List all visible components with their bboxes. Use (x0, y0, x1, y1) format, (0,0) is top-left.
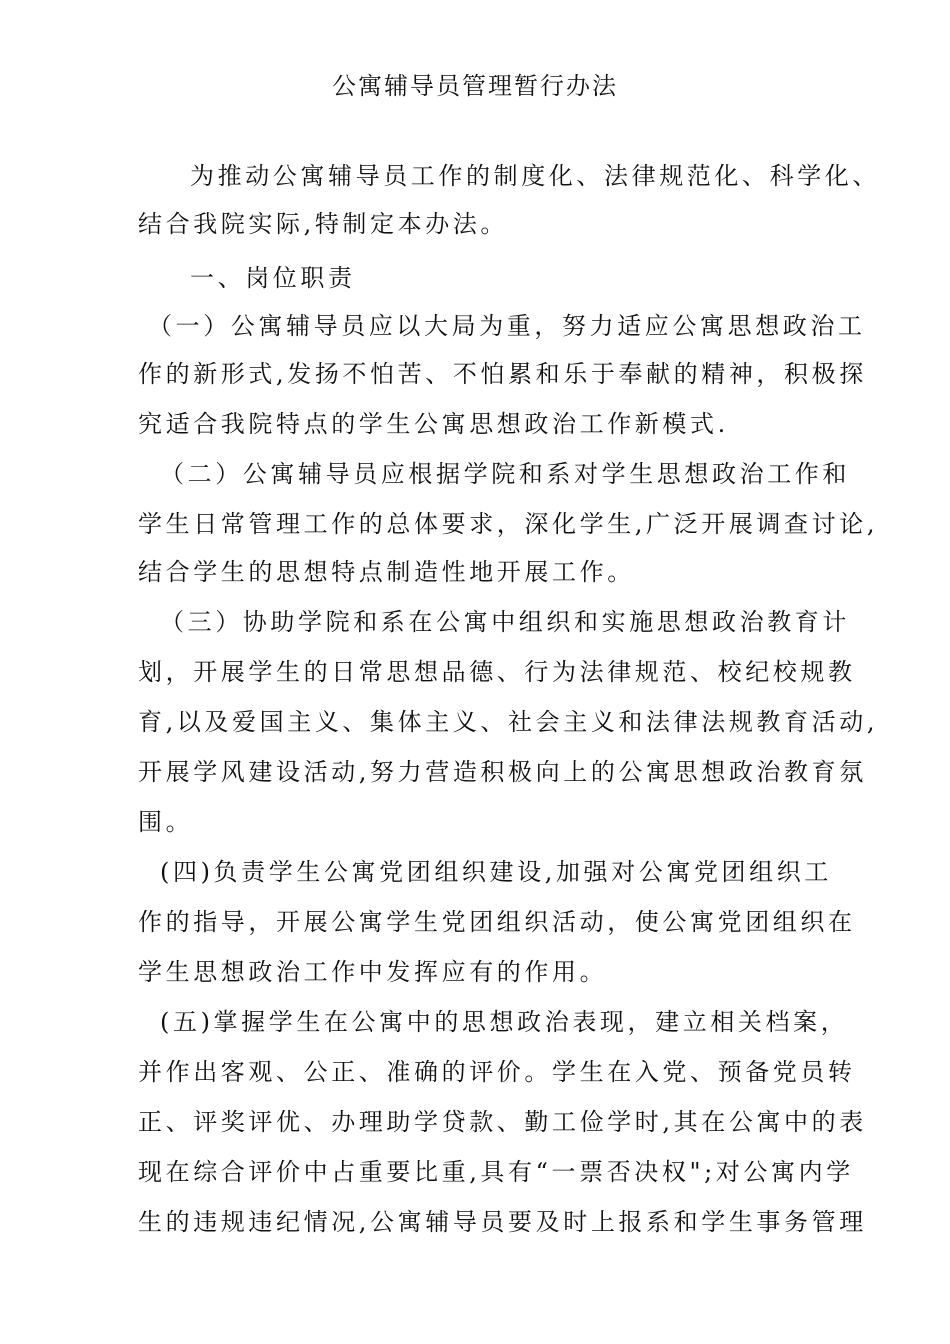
text-line-20: 正、评奖评优、办理助学贷款、勤工俭学时,其在公寓中的表 (138, 1108, 867, 1136)
text-line-14: 围。 (138, 808, 194, 836)
document-title: 公寓辅导员管理暂行办法 (332, 72, 618, 100)
text-line-7: （二）公寓辅导员应根据学院和系对学生思想政治工作和 (160, 460, 850, 488)
text-line-9: 结合学生的思想特点制造性地开展工作。 (138, 558, 635, 586)
section-heading-duties: 一、岗位职责 (190, 264, 356, 292)
text-line-4: （一）公寓辅导员应以大局为重，努力适应公寓思想政治工 (148, 312, 866, 340)
text-line-2: 结合我院实际,特制定本办法。 (138, 210, 509, 238)
text-line-16: 作的指导，开展公寓学生党团组织活动，使公寓党团组织在 (138, 908, 856, 936)
text-line-15: (四)负责学生公寓党团组织建设,加强对公寓党团组织工 (160, 858, 832, 886)
text-line-18: (五)掌握学生在公寓中的思想政治表现，建立相关档案， (160, 1008, 849, 1036)
text-line-1: 为推动公寓辅导员工作的制度化、法律规范化、科学化、 (190, 162, 880, 190)
text-line-22: 生的违规违纪情况,公寓辅导员要及时上报系和学生事务管理 (138, 1208, 867, 1236)
text-line-12: 育,以及爱国主义、集体主义、社会主义和法律法规教育活动, (138, 708, 879, 736)
text-line-17: 学生思想政治工作中发挥应有的作用。 (138, 958, 608, 986)
text-line-21: 现在综合评价中占重要比重,具有“一票否决权";对公寓内学 (138, 1158, 854, 1186)
text-line-5: 作的新形式,发扬不怕苦、不怕累和乐于奉献的精神，积极探 (138, 360, 867, 388)
text-line-11: 划，开展学生的日常思想品德、行为法律规范、校纪校规教 (138, 658, 856, 686)
text-line-10: （三）协助学院和系在公寓中组织和实施思想政治教育计 (160, 608, 850, 636)
text-line-13: 开展学风建设活动,努力营造积极向上的公寓思想政治教育氛 (138, 758, 867, 786)
text-line-6: 究适合我院特点的学生公寓思想政治工作新模式. (138, 410, 729, 438)
text-line-8: 学生日常管理工作的总体要求，深化学生,广泛开展调查讨论, (138, 510, 879, 538)
text-line-19: 并作出客观、公正、准确的评价。学生在入党、预备党员转 (138, 1058, 856, 1086)
